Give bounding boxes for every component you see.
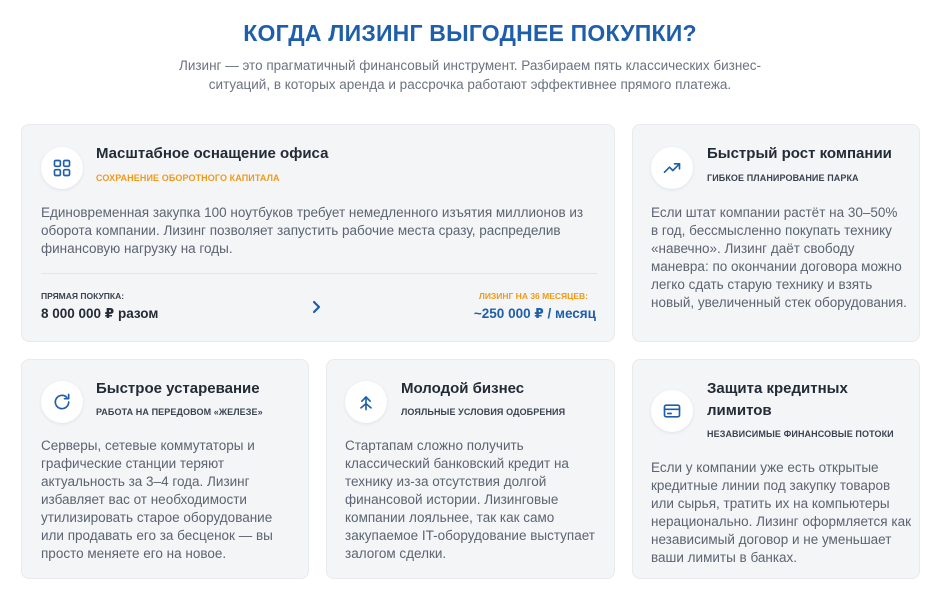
card-tag: СОХРАНЕНИЕ ОБОРОТНОГО КАПИТАЛА [96,173,280,183]
card-office-equipment [21,124,615,342]
leasing-value: ~250 000 ₽ / месяц [473,306,596,321]
card-tag: НЕЗАВИСИМЫЕ ФИНАНСОВЫЕ ПОТОКИ [707,429,894,439]
card-title: Масштабное оснащение офиса [96,145,329,162]
card-title: Защита кредитных лимитов [707,380,848,419]
card-young-business [326,359,615,579]
card-fast-obsolescence [21,359,309,579]
divider [41,273,597,274]
card-description: Стартапам сложно получить классический банковский кредит на технику из-за отсутствия долгой финансовой истории. Лизинговые компании лояльнее, так как само закупаемое IT-оборудование выступает залогом сделки. [345,438,595,561]
refresh-icon [41,381,83,423]
card-credit-limits [632,359,920,579]
sprout-icon [345,381,387,423]
card-description: Если штат компании растёт на 30–50% в год, бессмысленно покупать технику «навечно». Лизинг даёт свободу маневра: по окончании договора можно легко сдать старую технику и взять новый, увеличенный стек оборудования. [651,205,907,310]
card-tag: ЛОЯЛЬНЫЕ УСЛОВИЯ ОДОБРЕНИЯ [401,407,566,417]
page-subtitle: Лизинг — это прагматичный финансовый инструмент. Разбираем пять классических бизнес-ситуаций, в которых аренда и рассрочка работают эффективнее прямого платежа. [178,58,762,92]
card-company-growth [632,124,920,342]
card-description: Серверы, сетевые коммутаторы и графические станции теряют актуальность за 3–4 года. Лизинг избавляет вас от необходимости утилизировать старое оборудование или продавать его за бесценок — вы просто меняете его на новое. [41,438,273,561]
direct-purchase-value: 8 000 000 ₽ разом [41,306,159,321]
direct-purchase-label: ПРЯМАЯ ПОКУПКА: [41,291,125,301]
card-description: Если у компании уже есть открытые кредитные линии под закупку товаров или сырья, тратить их на компьютеры нерационально. Лизинг оформляется как независимый договор и не уменьшает ваши лимиты в банках. [651,460,911,565]
chevron-right-icon [310,300,324,314]
card-description: Единовременная закупка 100 ноутбуков требует немедленного изъятия миллионов из оборота компании. Лизинг позволяет запустить рабочие места сразу, распределив финансовую нагрузку на годы. [41,205,584,256]
leasing-label: ЛИЗИНГ НА 36 МЕСЯЦЕВ: [478,291,588,301]
page-title: КОГДА ЛИЗИНГ ВЫГОДНЕЕ ПОКУПКИ? [243,20,697,46]
card-tag: РАБОТА НА ПЕРЕДОВОМ «ЖЕЛЕЗЕ» [96,407,263,417]
grid-icon [41,147,83,189]
card-title: Молодой бизнес [401,380,525,397]
trending-up-icon [651,147,693,189]
card-title: Быстрое устаревание [96,380,260,397]
card-title: Быстрый рост компании [707,145,892,162]
card-tag: ГИБКОЕ ПЛАНИРОВАНИЕ ПАРКА [707,173,859,183]
credit-card-icon [651,390,693,432]
